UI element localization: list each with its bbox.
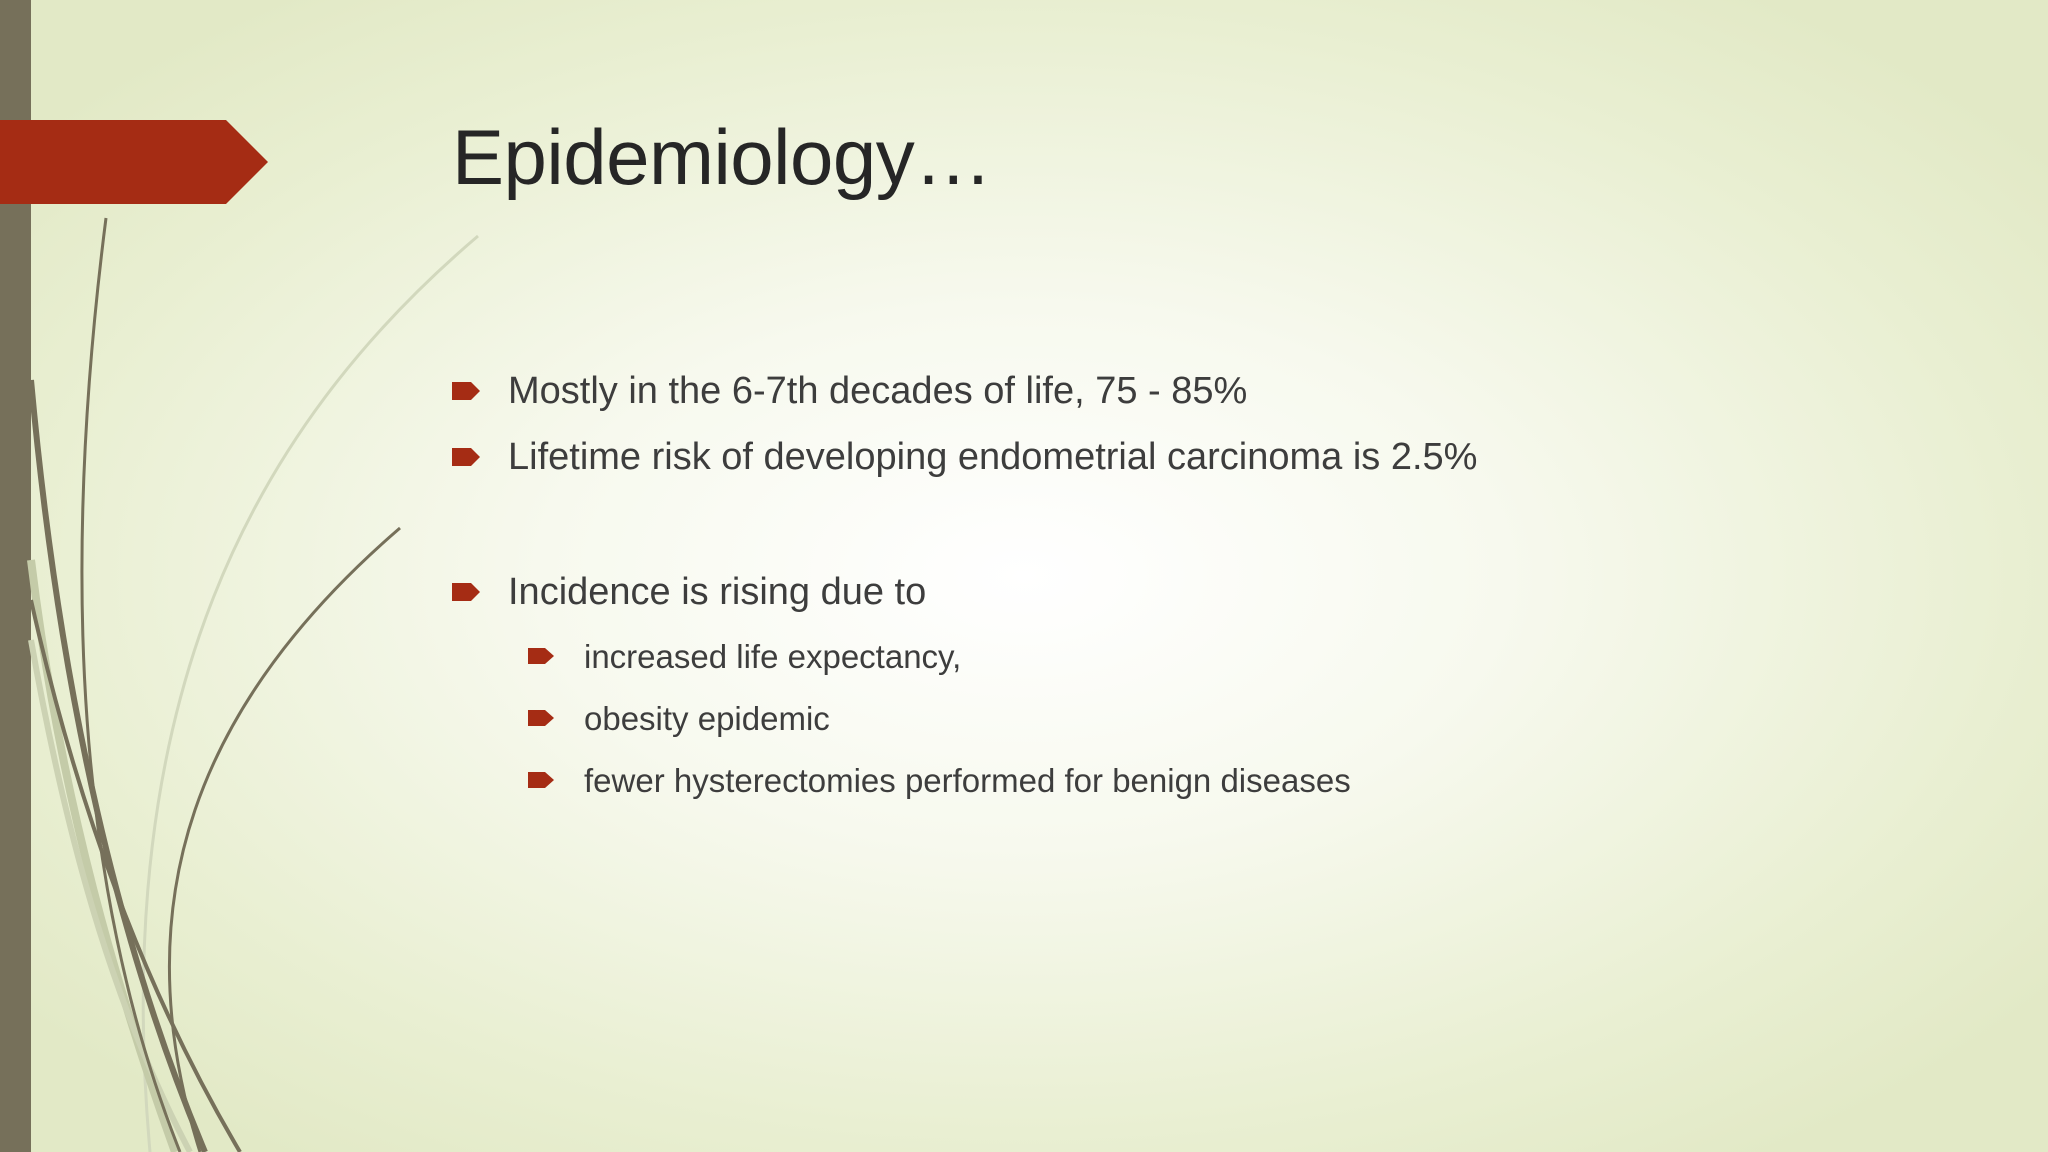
- bullet-text: Incidence is rising due to: [508, 571, 927, 613]
- sub-bullet-text: increased life expectancy,: [584, 638, 962, 675]
- bullet-text: Mostly in the 6-7th decades of life, 75 - 85%: [508, 370, 1248, 412]
- arrow-bullet-icon: [528, 710, 554, 726]
- sub-bullet-text: fewer hysterectomies performed for benign diseases: [584, 762, 1351, 799]
- sub-bullet-text: obesity epidemic: [584, 700, 830, 737]
- arrow-bullet-icon: [452, 583, 480, 601]
- arrow-bullet-icon: [452, 382, 480, 400]
- arrow-bullet-icon: [452, 448, 480, 466]
- arrow-bullet-icon: [528, 648, 554, 664]
- slide-content: [452, 0, 1952, 1152]
- slide-title: Epidemiology…: [452, 113, 992, 201]
- arrow-bullet-icon: [528, 772, 554, 788]
- bullet-text: Lifetime risk of developing endometrial carcinoma is 2.5%: [508, 436, 1478, 478]
- header-tab-shape: [0, 120, 268, 204]
